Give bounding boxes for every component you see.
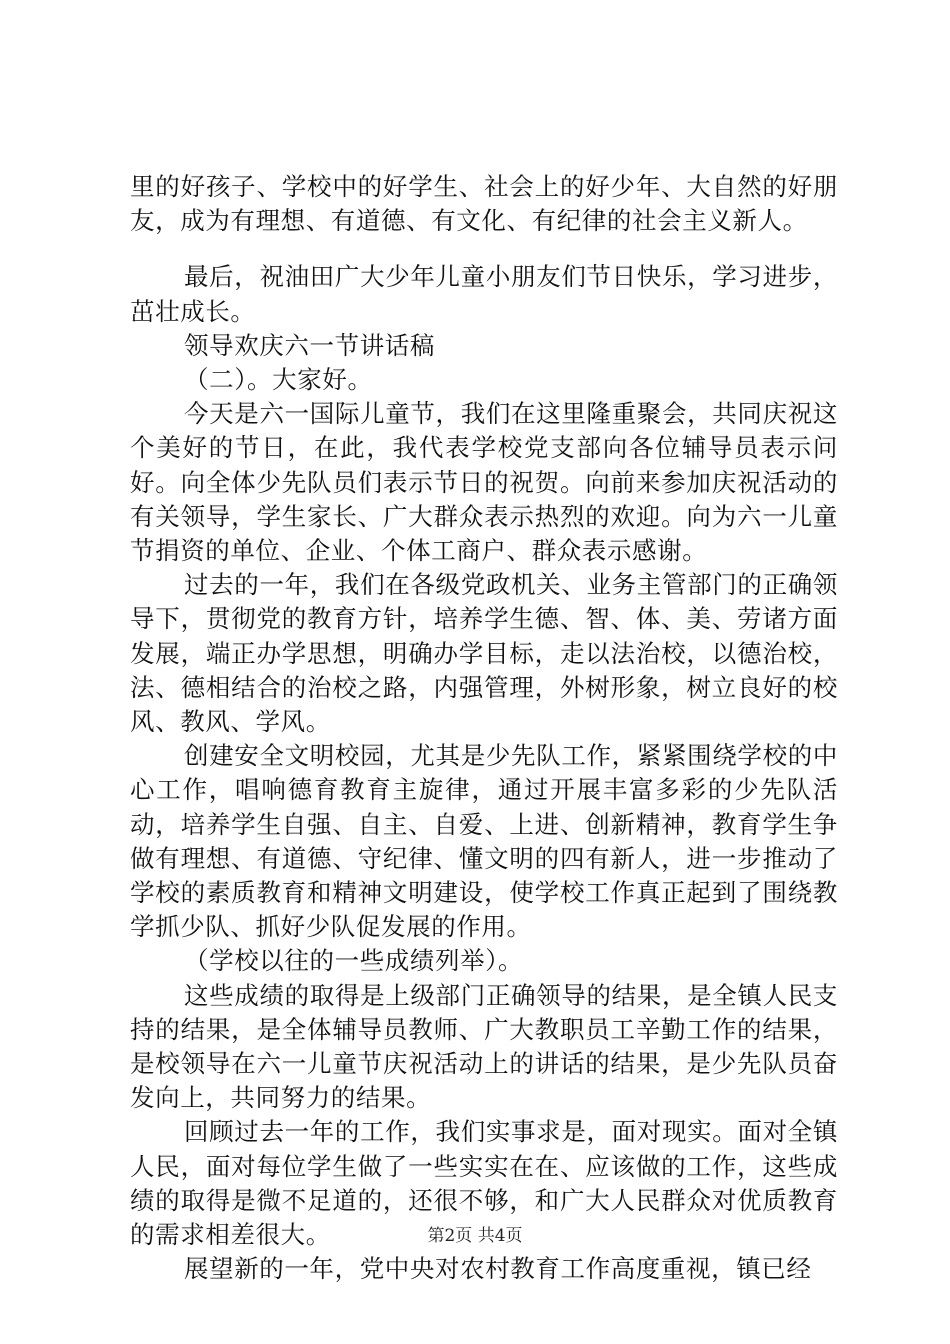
section-heading: 领导欢庆六一节讲话稿: [184, 330, 435, 360]
paragraph-review: 回顾过去一年的工作，我们实事求是，面对现实。面对全镇人民，面对每位学生做了一些实实在在、应该做的工作，这些成绩的取得是微不足道的，还很不够，和广大人民群众对优质教育的需求相差很大。: [130, 1117, 838, 1250]
paragraph-outlook: 展望新的一年，党中央对农村教育工作高度重视，镇已经: [184, 1254, 812, 1284]
paragraph-continuation: 里的好孩子、学校中的好学生、社会上的好少年、大自然的好朋友，成为有理想、有道德、有文化、有纪律的社会主义新人。: [130, 172, 838, 236]
paragraph-safe-campus: 创建安全文明校园，尤其是少先队工作，紧紧围绕学校的中心工作，唱响德育教育主旋律，通过开展丰富多彩的少先队活动，培养学生自强、自主、自爱、上进、创新精神，教育学生争做有理想、有道德、守纪律、懂文明的四有新人，进一步推动了学校的素质教育和精神文明建设，使学校工作真正起到了围绕教学抓少队、抓好少队促发展的作用。: [130, 741, 838, 942]
document-body: [130, 170, 838, 1287]
paragraph-closing-wishes: 最后，祝油田广大少年儿童小朋友们节日快乐，学习进步，茁壮成长。: [130, 262, 838, 326]
paragraph-achievements-credit: 这些成绩的取得是上级部门正确领导的结果，是全镇人民支持的结果，是全体辅导员教师、广大教职员工辛勤工作的结果，是校领导在六一儿童节庆祝活动上的讲话的结果，是少先队员奋发向上，共同努力的结果。: [130, 980, 838, 1113]
page-number-footer: 第2页 共4页: [427, 1226, 523, 1246]
paragraph-opening: 今天是六一国际儿童节，我们在这里隆重聚会，共同庆祝这个美好的节日，在此，我代表学校党支部向各位辅导员表示问好。向全体少先队员们表示节日的祝贺。向前来参加庆祝活动的有关领导，学生家长、广大群众表示热烈的欢迎。向为六一儿童节捐资的单位、企业、个体工商户、群众表示感谢。: [130, 399, 838, 566]
paragraph-achievements-list: （学校以往的一些成绩列举）。: [184, 946, 524, 976]
paragraph-past-year: 过去的一年，我们在各级党政机关、业务主管部门的正确领导下，贯彻党的教育方针，培养学生德、智、体、美、劳诸方面发展，端正办学思想，明确办学目标，走以法治校，以德治校，法、德相结合的治校之路，内强管理，外树形象，树立良好的校风、教风、学风。: [130, 570, 838, 737]
paragraph-greeting: （二）。大家好。: [184, 365, 373, 395]
